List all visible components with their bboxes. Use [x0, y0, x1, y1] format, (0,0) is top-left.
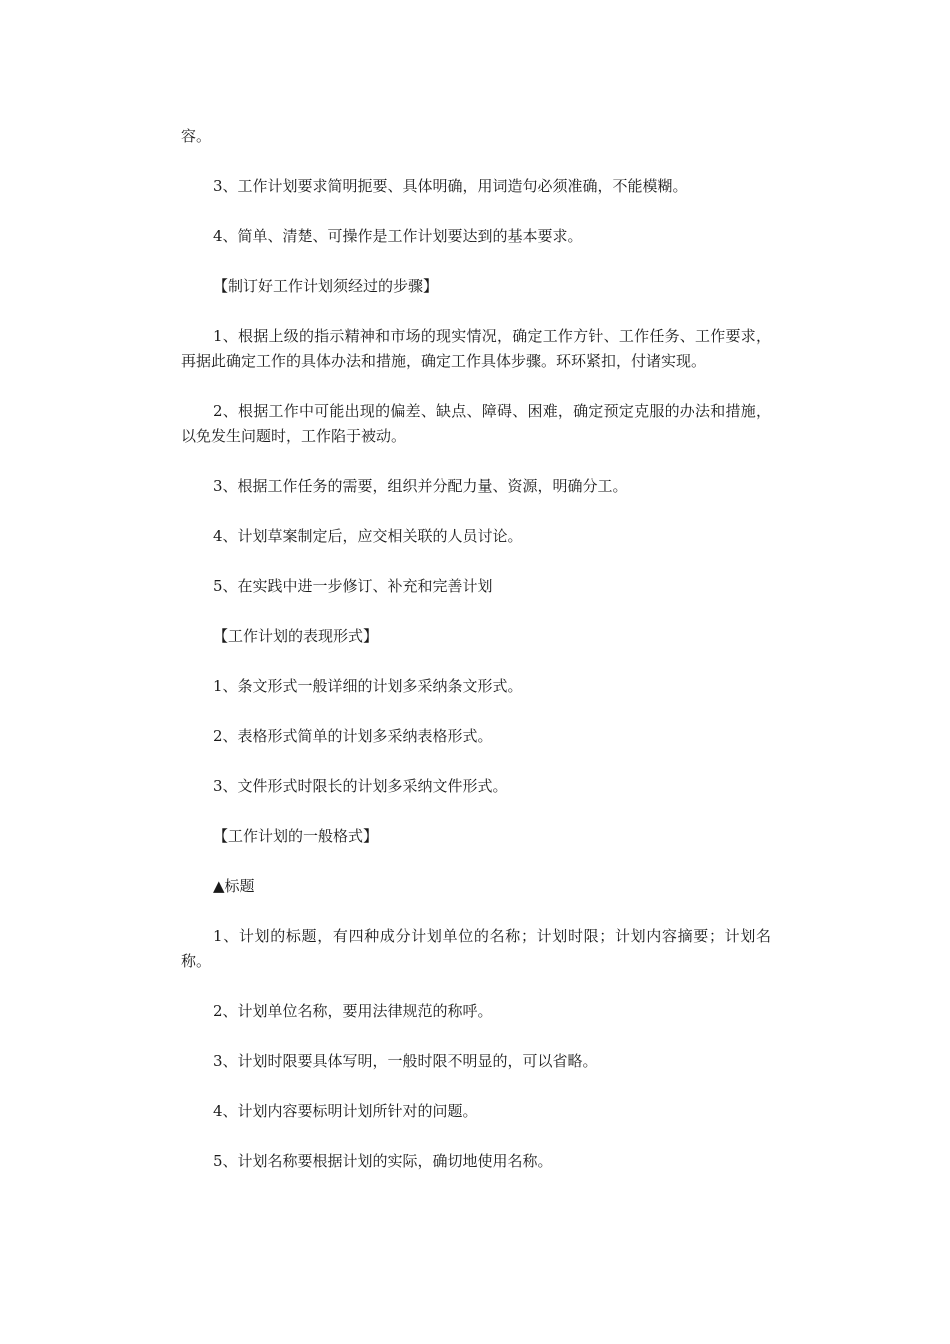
paragraph-form-1: 1、条文形式一般详细的计划多采纳条文形式。: [213, 677, 523, 695]
paragraph-title-1: 1、计划的标题，有四种成分计划单位的名称；计划时限；计划内容摘要；计划名称。: [181, 927, 771, 970]
section-heading-steps: 【制订好工作计划须经过的步骤】: [213, 277, 439, 295]
paragraph-form-3: 3、文件形式时限长的计划多采纳文件形式。: [213, 777, 508, 795]
paragraph-step-3: 3、根据工作任务的需要，组织并分配力量、资源，明确分工。: [213, 477, 628, 495]
paragraph-requirement-3: 3、工作计划要求简明扼要、具体明确，用词造句必须准确，不能模糊。: [213, 177, 688, 195]
paragraph-form-2: 2、表格形式简单的计划多采纳表格形式。: [213, 727, 493, 745]
paragraph-requirement-4: 4、简单、清楚、可操作是工作计划要达到的基本要求。: [213, 227, 583, 245]
section-heading-format: 【工作计划的一般格式】: [213, 827, 379, 845]
section-heading-forms: 【工作计划的表现形式】: [213, 627, 379, 645]
subheading-title: ▲标题: [213, 877, 255, 895]
paragraph-step-4: 4、计划草案制定后，应交相关联的人员讨论。: [213, 527, 523, 545]
paragraph-title-4: 4、计划内容要标明计划所针对的问题。: [213, 1102, 478, 1120]
paragraph-step-5: 5、在实践中进一步修订、补充和完善计划: [213, 577, 493, 595]
document-body: [181, 124, 771, 1199]
paragraph-title-5: 5、计划名称要根据计划的实际，确切地使用名称。: [213, 1152, 553, 1170]
paragraph-title-3: 3、计划时限要具体写明，一般时限不明显的，可以省略。: [213, 1052, 598, 1070]
paragraph-step-1: 1、根据上级的指示精神和市场的现实情况，确定工作方针、工作任务、工作要求，再据此确定工作的具体办法和措施，确定工作具体步骤。环环紧扣，付诸实现。: [181, 327, 771, 370]
paragraph-step-2: 2、根据工作中可能出现的偏差、缺点、障碍、困难，确定预定克服的办法和措施，以免发生问题时，工作陷于被动。: [181, 402, 771, 445]
paragraph-title-2: 2、计划单位名称，要用法律规范的称呼。: [213, 1002, 493, 1020]
paragraph-continuation: 容。: [181, 127, 212, 145]
